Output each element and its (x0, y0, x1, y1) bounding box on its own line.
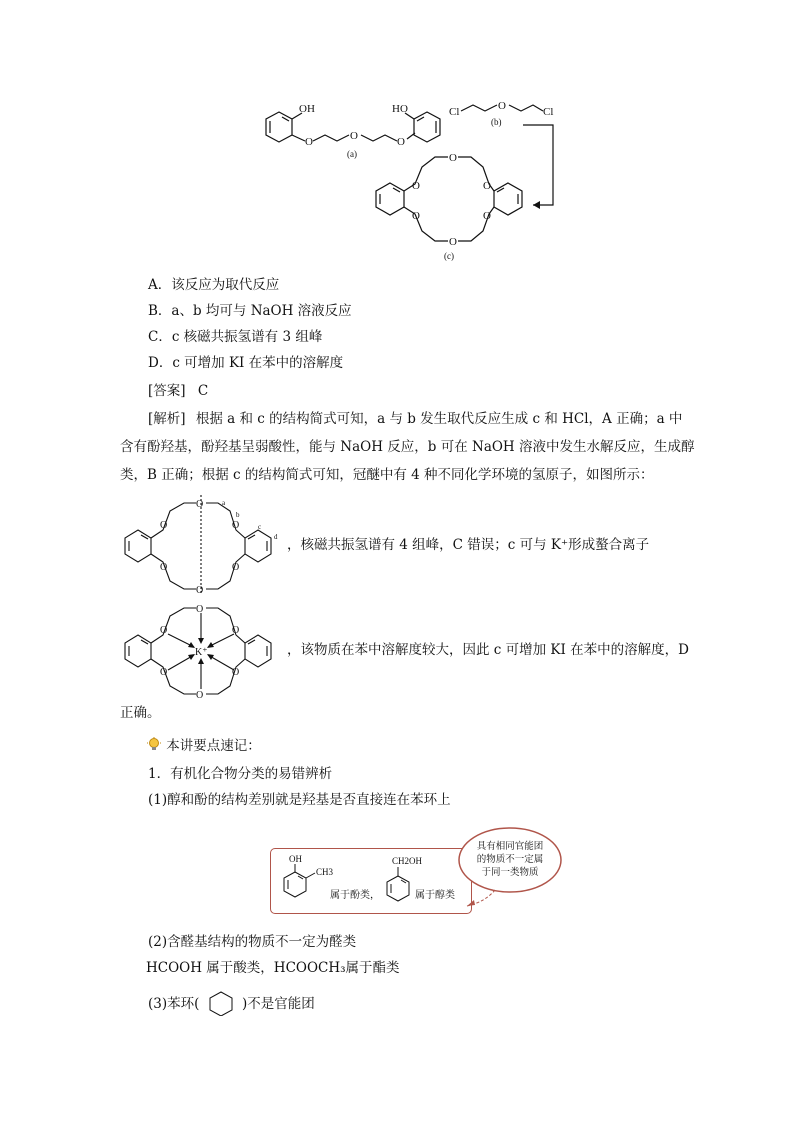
benzene-ring-icon (206, 990, 236, 1016)
svg-text:O: O (449, 236, 457, 248)
svg-text:(b): (b) (491, 117, 502, 127)
k-complex-figure (118, 600, 288, 700)
svg-text:O: O (232, 667, 240, 678)
notes-sub-2: (2)含醛基结构的物质不一定为醛类 (148, 934, 357, 950)
notes-sub-3: (3)苯环( )不是官能团 (148, 990, 315, 1016)
svg-text:O: O (305, 136, 313, 148)
answer-value: C (197, 383, 209, 399)
notes-item-1: 1．有机化合物分类的易错辨析 (148, 766, 333, 782)
option-b: B．a、b 均可与 NaOH 溶液反应 (148, 303, 352, 319)
svg-text:于同一类物质: 于同一类物质 (481, 868, 539, 878)
svg-text:O: O (160, 625, 168, 636)
svg-text:O: O (196, 604, 204, 615)
svg-text:O: O (160, 520, 168, 531)
k-ion-label: K⁺ (195, 647, 208, 658)
answer-label: [答案] (148, 383, 186, 399)
svg-text:O: O (483, 210, 491, 222)
option-a: A．该反应为取代反应 (148, 277, 280, 293)
svg-text:c: c (258, 523, 262, 531)
svg-text:O: O (412, 180, 420, 192)
answer-line (148, 381, 208, 401)
notes-sub-1: (1)醇和酚的结构差别就是羟基是否直接连在苯环上 (148, 792, 451, 808)
analysis-end: 正确。 (120, 705, 161, 721)
analysis-after-figure-1: ，核磁共振氢谱有 4 组峰，C 错误；c 可与 K⁺形成螯合离子 (287, 537, 650, 553)
svg-text:(a): (a) (347, 149, 357, 159)
svg-text:b: b (236, 511, 240, 519)
svg-text:O: O (160, 667, 168, 678)
svg-text:O: O (196, 499, 204, 510)
svg-text:OH: OH (299, 103, 315, 115)
analysis-line-3: 类，B 正确；根据 c 的结构简式可知，冠醚中有 4 种不同化学环境的氢原子，如图所示： (120, 467, 654, 483)
svg-text:(c): (c) (444, 251, 454, 261)
svg-text:O: O (232, 520, 240, 531)
svg-text:O: O (397, 136, 405, 148)
analysis-label: [解析] (148, 411, 186, 427)
svg-text:HO: HO (392, 103, 408, 115)
svg-text:OH: OH (289, 854, 302, 864)
option-c: C．c 核磁共振氢谱有 3 组峰 (148, 329, 323, 345)
svg-text:a: a (222, 499, 226, 507)
analysis-after-figure-2: ，该物质在苯中溶解度较大，因此 c 可增加 KI 在苯中的溶解度，D (287, 642, 689, 658)
svg-text:d: d (274, 533, 278, 541)
callout-bubble (455, 824, 565, 914)
svg-text:Cl: Cl (449, 106, 460, 118)
notes-title-row (146, 736, 261, 756)
svg-text:O: O (232, 625, 240, 636)
svg-text:O: O (232, 562, 240, 573)
svg-text:CH2OH: CH2OH (392, 856, 423, 866)
notes-sub-2-line: HCOOH 属于酸类，HCOOCH₃属于酯类 (146, 960, 400, 976)
notes-title: 本讲要点速记： (166, 738, 261, 754)
svg-text:Cl: Cl (543, 106, 554, 118)
example-structures (275, 850, 465, 912)
svg-text:O: O (449, 152, 457, 164)
svg-text:具有相同官能团: 具有相同官能团 (476, 842, 544, 852)
svg-text:O: O (196, 690, 204, 700)
crown-ether-figure (118, 495, 288, 595)
analysis-line-1: [解析] 根据 a 和 c 的结构简式可知，a 与 b 发生取代反应生成 c 和 HCl，A 正确；a 中 (148, 411, 683, 427)
svg-text:O: O (412, 210, 420, 222)
analysis-line-2: 含有酚羟基，酚羟基呈弱酸性，能与 NaOH 反应，b 可在 NaOH 溶液中发生水解反应，生成醇 (120, 439, 695, 455)
lightbulb-icon (146, 737, 162, 753)
option-d: D．c 可增加 KI 在苯中的溶解度 (148, 355, 344, 371)
box-phenol-label: 属于酚类， (330, 890, 380, 901)
svg-text:CH3: CH3 (316, 867, 334, 877)
svg-text:O: O (196, 585, 204, 595)
svg-text:O: O (160, 562, 168, 573)
svg-text:O: O (350, 130, 358, 142)
svg-text:O: O (498, 100, 506, 112)
svg-text:O: O (483, 180, 491, 192)
box-alcohol-label: 属于醇类 (415, 890, 455, 901)
reaction-scheme (255, 95, 575, 270)
svg-text:的物质不一定属: 的物质不一定属 (476, 855, 544, 865)
